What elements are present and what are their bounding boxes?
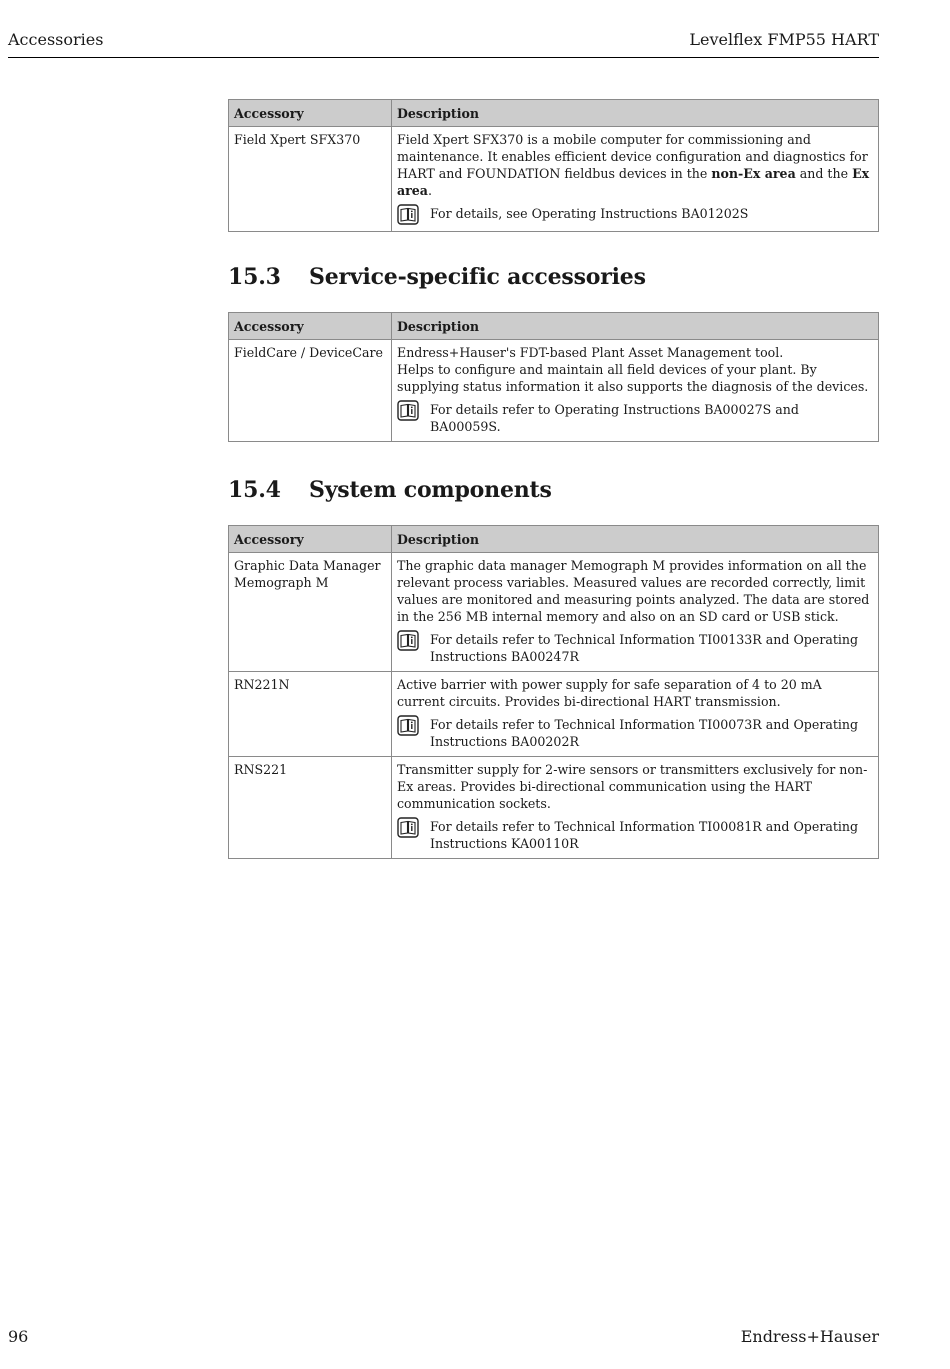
table-row bbox=[229, 553, 879, 672]
reference-note-text: For details refer to Operating Instructions BA00027S and BA00059S. bbox=[430, 402, 799, 434]
book-reference-icon bbox=[397, 400, 419, 421]
description-line: Helps to configure and maintain all field devices of your plant. By supplying status information it also supports the diagnosis of the devices. bbox=[397, 362, 869, 394]
section-number: 15.3 bbox=[228, 264, 281, 290]
section-title: System components bbox=[309, 477, 552, 503]
reference-note bbox=[397, 631, 873, 665]
accessory-name-line: Graphic Data Manager bbox=[234, 558, 381, 573]
accessory-description bbox=[392, 672, 879, 757]
accessory-name: FieldCare / DeviceCare bbox=[229, 340, 392, 442]
reference-note bbox=[397, 818, 873, 852]
accessory-name bbox=[229, 553, 392, 672]
column-header-description: Description bbox=[392, 313, 879, 340]
section-heading-15-4 bbox=[228, 477, 552, 503]
column-header-accessory: Accessory bbox=[229, 526, 392, 553]
accessories-table-continued bbox=[228, 99, 879, 232]
book-reference-icon bbox=[397, 630, 419, 651]
section-title: Service-specific accessories bbox=[309, 264, 646, 290]
column-header-accessory: Accessory bbox=[229, 100, 392, 127]
accessory-name: Field Xpert SFX370 bbox=[229, 127, 392, 232]
system-components-table bbox=[228, 525, 879, 859]
footer-brand: Endress+Hauser bbox=[740, 1327, 879, 1346]
description-line: Endress+Hauser's FDT-based Plant Asset Management tool. bbox=[397, 345, 784, 360]
description-text: Active barrier with power supply for safe separation of 4 to 20 mA current circuits. Provides bi-directional HART transmission. bbox=[397, 677, 822, 709]
bold-term-non-ex-area: non-Ex area bbox=[711, 166, 796, 181]
reference-note bbox=[397, 205, 873, 225]
accessory-name: RNS221 bbox=[229, 757, 392, 859]
description-text: Field Xpert SFX370 is a mobile computer for commissioning and maintenance. It enables efficient device configuration and diagnostics for HART and FOUNDATION fieldbus devices in the non-Ex area and the Ex area. bbox=[397, 132, 870, 198]
book-reference-icon bbox=[397, 204, 419, 225]
book-reference-icon bbox=[397, 817, 419, 838]
accessory-description bbox=[392, 127, 879, 232]
accessory-name-line: Memograph M bbox=[234, 575, 329, 590]
book-reference-icon bbox=[397, 715, 419, 736]
reference-note bbox=[397, 401, 873, 435]
running-header-section: Accessories bbox=[8, 30, 104, 49]
description-text: Transmitter supply for 2-wire sensors or transmitters exclusively for non-Ex areas. Provides bi-directional communication using the HART communication sockets. bbox=[397, 762, 868, 811]
reference-note-text: For details refer to Technical Information TI00133R and Operating Instructions BA00247R bbox=[430, 632, 859, 664]
header-rule bbox=[8, 57, 879, 58]
reference-note-text: For details, see Operating Instructions BA01202S bbox=[430, 206, 749, 221]
reference-note-text: For details refer to Technical Information TI00081R and Operating Instructions KA00110R bbox=[430, 819, 859, 851]
accessory-name: RN221N bbox=[229, 672, 392, 757]
accessory-description bbox=[392, 340, 879, 442]
column-header-description: Description bbox=[392, 100, 879, 127]
bold-term-ex-area: Ex area bbox=[397, 166, 870, 198]
column-header-description: Description bbox=[392, 526, 879, 553]
table-row bbox=[229, 340, 879, 442]
table-row bbox=[229, 672, 879, 757]
table-row bbox=[229, 127, 879, 232]
description-text: The graphic data manager Memograph M provides information on all the relevant process variables. Measured values are recorded correctly, limit values are monitored and measuring points analyzed. The data are stored in the 256 MB internal memory and also on an SD card or USB stick. bbox=[397, 558, 870, 624]
column-header-accessory: Accessory bbox=[229, 313, 392, 340]
service-accessories-table bbox=[228, 312, 879, 442]
running-header-product: Levelflex FMP55 HART bbox=[689, 30, 879, 49]
reference-note-text: For details refer to Technical Information TI00073R and Operating Instructions BA00202R bbox=[430, 717, 859, 749]
accessory-description bbox=[392, 757, 879, 859]
section-number: 15.4 bbox=[228, 477, 281, 503]
accessory-description bbox=[392, 553, 879, 672]
reference-note bbox=[397, 716, 873, 750]
table-row bbox=[229, 757, 879, 859]
section-heading-15-3 bbox=[228, 264, 646, 290]
page-number: 96 bbox=[8, 1327, 29, 1346]
